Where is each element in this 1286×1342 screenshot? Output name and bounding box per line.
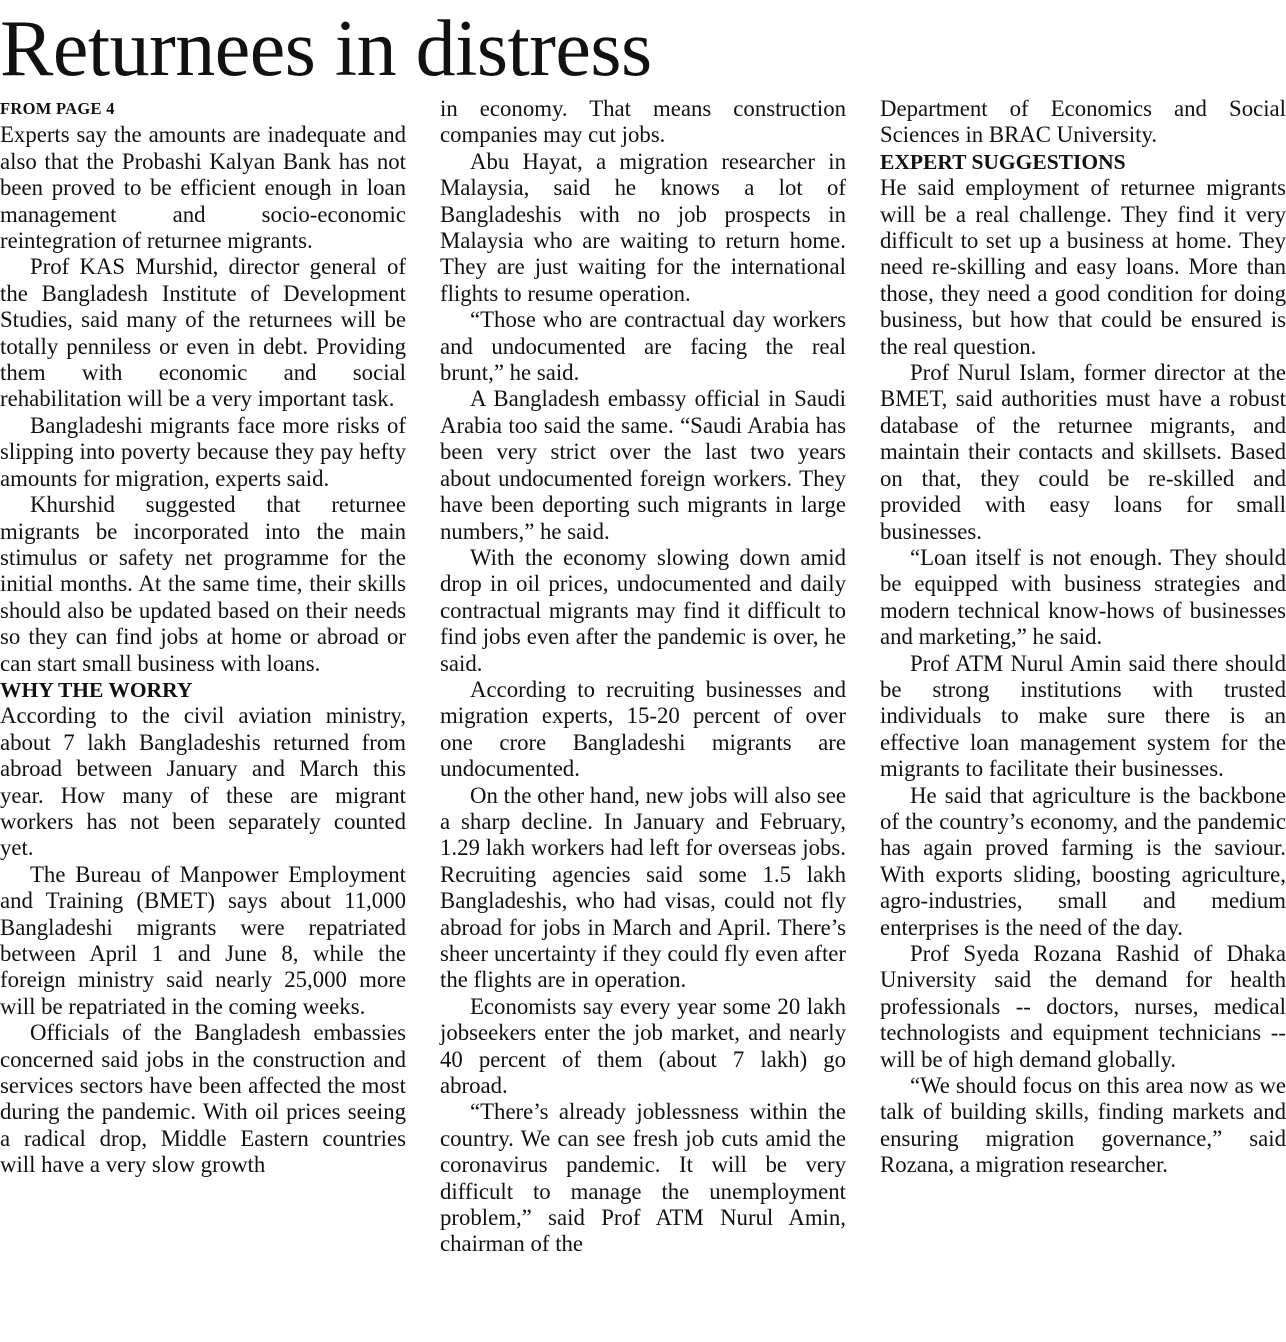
section-subhead-expert-suggestions: EXPERT SUGGESTIONS [880, 149, 1126, 174]
paragraph: in economy. That means construction companies may cut jobs. [440, 96, 846, 148]
paragraph: Officials of the Bangladesh embassies concerned said jobs in the construction and services sectors have been affected the most during the pandemic. With oil prices seeing a radical drop, Middle Eastern countries will have a very slow growth [0, 1020, 406, 1178]
paragraph: He said that agriculture is the backbone of the country’s economy, and the pandemic has again proved farming is the saviour. With exports sliding, boosting agriculture, agro-industries, small and medium enterprises is the need of the day. [880, 782, 1286, 940]
paragraph: “Loan itself is not enough. They should be equipped with business strategies and modern technical know-hows of businesses and marketing,” he said. [880, 544, 1286, 650]
paragraph: With the economy slowing down amid drop in oil prices, undocumented and daily contractual migrants may find it difficult to find jobs even after the pandemic is over, he said. [440, 544, 846, 676]
paragraph: Abu Hayat, a migration researcher in Malaysia, said he knows a lot of Bangladeshis with no job prospects in Malaysia who are waiting to return home. They are just waiting for the international flights to resume operation. [440, 148, 846, 306]
paragraph: The Bureau of Manpower Employment and Training (BMET) says about 11,000 Bangladeshi migrants were repatriated between April 1 and June 8, while the foreign ministry said nearly 25,000 more will be repatriated in the coming weeks. [0, 861, 406, 1019]
section-subhead-why-the-worry: WHY THE WORRY [0, 677, 193, 702]
paragraph: According to the civil aviation ministry, about 7 lakh Bangladeshis returned from abroad between January and March this year. How many of these are migrant workers has not been separately counted yet. [0, 703, 406, 861]
paragraph: Bangladeshi migrants face more risks of slipping into poverty because they pay hefty amounts for migration, experts said. [0, 412, 406, 491]
article-column-2 [440, 96, 846, 1258]
paragraph: Khurshid suggested that returnee migrants be incorporated into the main stimulus or safety net programme for the initial months. At the same time, their skills should also be updated based on their needs so they can find jobs at home or abroad or can start small business with loans. [0, 492, 406, 676]
paragraph: According to recruiting businesses and migration experts, 15-20 percent of over one crore Bangladeshi migrants are undocumented. [440, 676, 846, 782]
article-headline: Returnees in distress [0, 5, 652, 93]
paragraph: Economists say every year some 20 lakh jobseekers enter the job market, and nearly 40 percent of them (about 7 lakh) go abroad. [440, 993, 846, 1099]
paragraph: Experts say the amounts are inadequate and also that the Probashi Kalyan Bank has not been proved to be efficient enough in loan management and socio-economic reintegration of returnee migrants. [0, 122, 406, 254]
paragraph: “We should focus on this area now as we talk of building skills, finding markets and ensuring migration governance,” said Rozana, a migration researcher. [880, 1073, 1286, 1178]
paragraph: Prof ATM Nurul Amin said there should be strong institutions with trusted individuals to make sure there is an effective loan management system for the migrants to facilitate their businesses. [880, 650, 1286, 782]
article-column-3 [880, 96, 1286, 1179]
paragraph: A Bangladesh embassy official in Saudi Arabia too said the same. “Saudi Arabia has been very strict over the last two years about undocumented foreign workers. They have been deporting such migrants in large numbers,” he said. [440, 386, 846, 544]
paragraph: “There’s already joblessness within the country. We can see fresh job cuts amid the coronavirus pandemic. It will be very difficult to manage the unemployment problem,” said Prof ATM Nurul Amin, chairman of the [440, 1099, 846, 1257]
paragraph: He said employment of returnee migrants will be a real challenge. They find it very difficult to set up a business at home. They need re-skilling and easy loans. More than those, they need a good condition for doing business, but how that could be ensured is the real question. [880, 175, 1286, 359]
paragraph: Prof Syeda Rozana Rashid of Dhaka University said the demand for health professionals -- doctors, nurses, medical technologists and equipment technicians -- will be of high demand globally. [880, 941, 1286, 1072]
paragraph: Department of Economics and Social Sciences in BRAC University. [880, 96, 1286, 148]
article-column-1 [0, 96, 406, 1179]
paragraph: Prof Nurul Islam, former director at the BMET, said authorities must have a robust database of the returnee migrants, and maintain their contacts and skillsets. Based on that, they could be re-skilled and provided with easy loans for small businesses. [880, 360, 1286, 544]
paragraph: “Those who are contractual day workers and undocumented are facing the real brunt,” he said. [440, 307, 846, 386]
paragraph: Prof KAS Murshid, director general of the Bangladesh Institute of Development Studies, said many of the returnees will be totally penniless or even in debt. Providing them with economic and social rehabilitation will be a very important task. [0, 254, 406, 412]
paragraph: On the other hand, new jobs will also see a sharp decline. In January and February, 1.29 lakh workers had left for overseas jobs. Recruiting agencies said some 1.5 lakh Bangladeshis, who had visas, could not fly abroad for jobs in March and April. There’s sheer uncertainty if they could fly even after the flights are in operation. [440, 782, 846, 993]
continued-from-label: FROM PAGE 4 [0, 99, 115, 118]
